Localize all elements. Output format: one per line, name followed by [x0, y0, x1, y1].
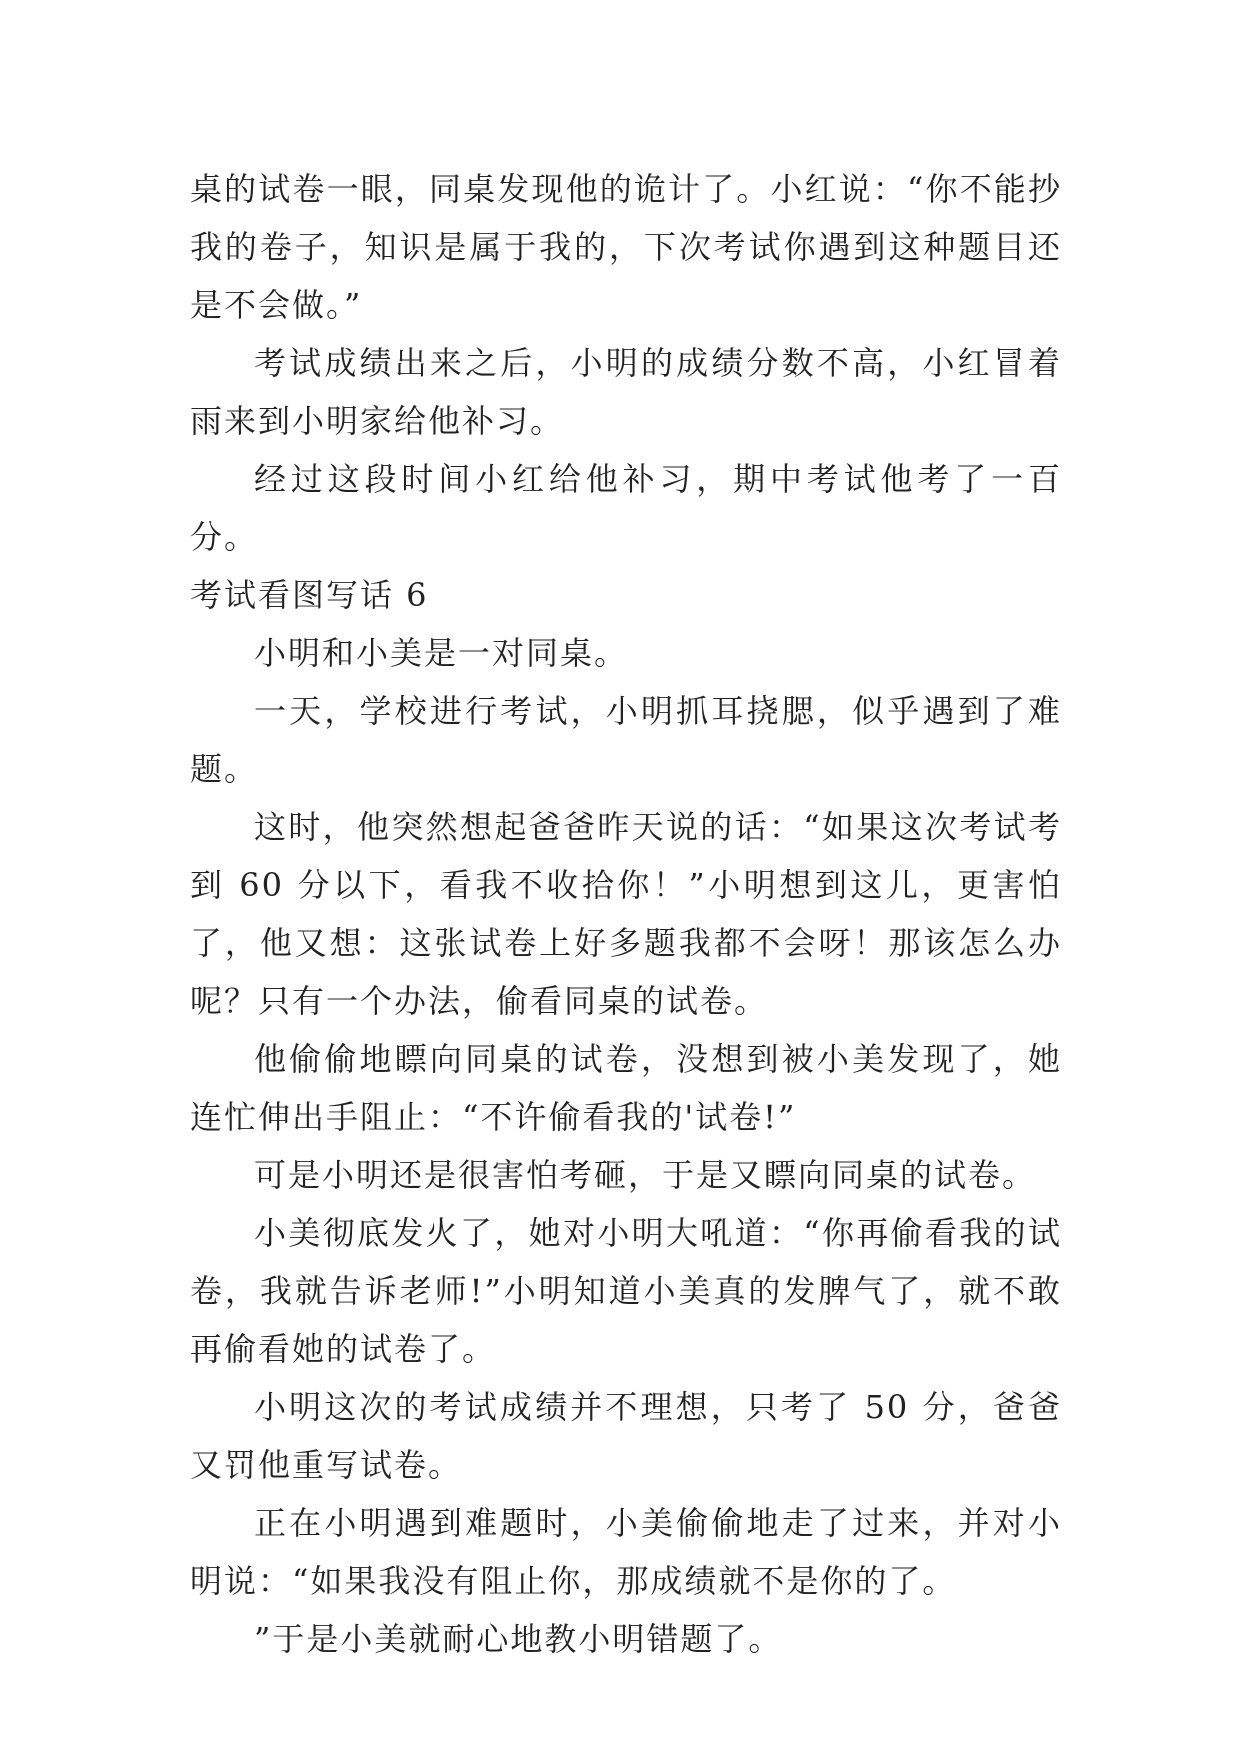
paragraph: 小明这次的考试成绩并不理想，只考了 50 分，爸爸又罚他重写试卷。 — [190, 1388, 1062, 1484]
paragraph: ”于是小美就耐心地教小明错题了。 — [254, 1620, 783, 1658]
paragraph: 可是小明还是很害怕考砸，于是又瞟向同桌的试卷。 — [254, 1156, 1037, 1194]
paragraph: 考试成绩出来之后，小明的成绩分数不高，小红冒着雨来到小明家给他补习。 — [190, 344, 1062, 440]
section-heading: 考试看图写话 6 — [190, 576, 429, 614]
paragraph: 正在小明遇到难题时，小美偷偷地走了过来，并对小明说：“如果我没有阻止你，那成绩就不是你的了。 — [190, 1504, 1062, 1600]
paragraph-continued: 桌的试卷一眼，同桌发现他的诡计了。小红说：“你不能抄我的卷子，知识是属于我的，下次考试你遇到这种题目还是不会做。” — [190, 170, 1062, 324]
paragraph: 经过这段时间小红给他补习，期中考试他考了一百分。 — [190, 460, 1062, 556]
paragraph: 小美彻底发火了，她对小明大吼道：“你再偷看我的试卷，我就告诉老师!”小明知道小美真的发脾气了，就不敢再偷看她的试卷了。 — [190, 1214, 1062, 1368]
paragraph: 这时，他突然想起爸爸昨天说的话：“如果这次考试考到 60 分以下，看我不收拾你！”小明想到这儿，更害怕了，他又想：这张试卷上好多题我都不会呀！那该怎么办呢？只有一个办法，偷看同桌的试卷。 — [190, 808, 1062, 1020]
paragraph: 一天，学校进行考试，小明抓耳挠腮，似乎遇到了难题。 — [190, 692, 1062, 788]
paragraph: 小明和小美是一对同桌。 — [254, 634, 629, 672]
paragraph: 他偷偷地瞟向同桌的试卷，没想到被小美发现了，她连忙伸出手阻止：“不许偷看我的'试卷!” — [190, 1040, 1062, 1136]
document-body — [190, 160, 1062, 1668]
